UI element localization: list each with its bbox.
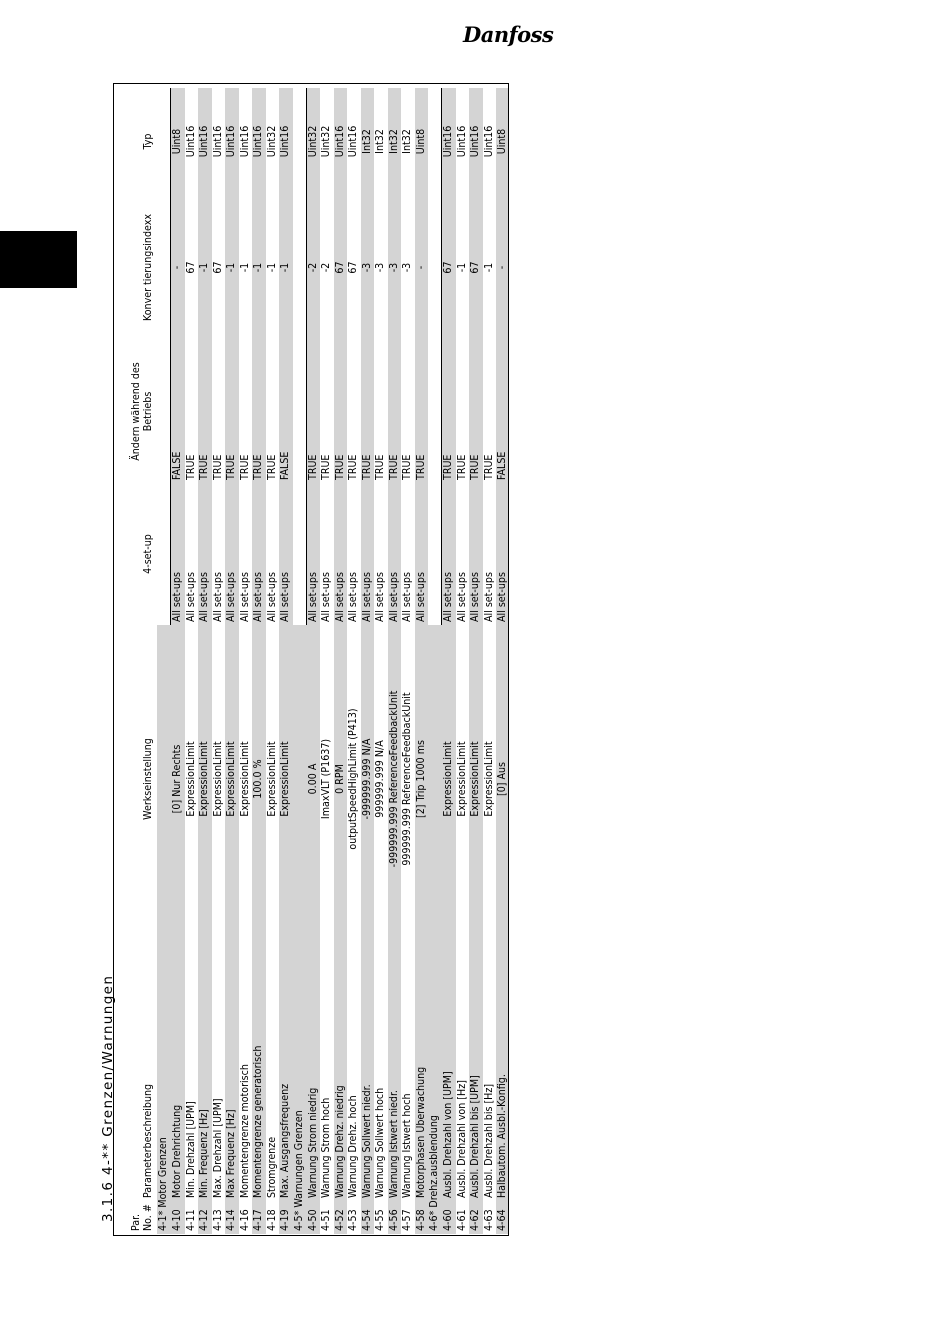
logo-wordmark: Danfoss xyxy=(463,22,554,47)
setups-cell: All set-ups xyxy=(455,572,468,622)
conversion-cell: -1 xyxy=(252,195,265,340)
default-cell: -999999.999 N/A xyxy=(361,625,374,933)
type-cell: Uint16 xyxy=(198,88,211,195)
group-label: 4-5* Warnungen Grenzen xyxy=(293,625,307,1234)
type-cell: Int32 xyxy=(361,88,374,195)
default-cell: [2] Trip 1000 ms xyxy=(415,625,428,933)
conversion-cell: 67 xyxy=(469,195,482,340)
type-cell: Uint16 xyxy=(279,88,292,195)
par-no-cell: 4-51 xyxy=(320,1209,333,1231)
conversion-cell: 67 xyxy=(211,261,224,274)
conversion-cell: -1 xyxy=(238,262,251,273)
type-cell: Uint32 xyxy=(265,125,278,158)
setups-cell: All set-ups xyxy=(347,572,360,622)
par-no-cell: 4-18 xyxy=(265,1209,278,1231)
default-cell: ExpressionLimit xyxy=(279,625,292,933)
table-row xyxy=(483,88,496,1234)
setups-cell: All set-ups xyxy=(320,572,333,622)
conversion-cell: -1 xyxy=(225,195,238,340)
table-row xyxy=(320,88,333,1234)
type-cell: Uint8 xyxy=(415,88,428,195)
description-cell: Max. Ausgangsfrequenz xyxy=(279,933,292,1201)
description-cell: Halbautom. Ausbl.-Konfig. xyxy=(496,933,509,1201)
setups-cell: All set-ups xyxy=(415,483,428,625)
conversion-cell: 67 xyxy=(184,261,197,274)
change-cell: TRUE xyxy=(320,454,333,480)
group-label: 4-6* Drehz.ausblendung xyxy=(428,625,442,1234)
table-row xyxy=(266,88,279,1234)
table-row xyxy=(442,88,456,1234)
type-cell: Int32 xyxy=(401,129,414,154)
change-cell: TRUE xyxy=(442,340,456,483)
par-no-cell: 4-57 xyxy=(401,1209,414,1231)
table-row xyxy=(225,88,238,1234)
default-cell: ExpressionLimit xyxy=(225,625,238,933)
default-cell: ExpressionLimit xyxy=(469,625,482,933)
par-no-cell: 4-10 xyxy=(171,1201,185,1234)
group-row xyxy=(157,88,171,1234)
setups-cell: All set-ups xyxy=(306,483,320,625)
par-no-cell: 4-11 xyxy=(184,1209,197,1231)
description-cell: Warnung Sollwert hoch xyxy=(374,1087,387,1198)
default-cell: ExpressionLimit xyxy=(442,625,456,933)
type-cell: Uint8 xyxy=(496,88,509,195)
group-blank xyxy=(428,88,442,625)
type-cell: Uint16 xyxy=(482,125,495,158)
table-row xyxy=(347,88,360,1234)
setups-cell: All set-ups xyxy=(238,572,251,622)
change-cell: TRUE xyxy=(238,454,251,480)
table-row xyxy=(185,88,198,1234)
setups-cell: All set-ups xyxy=(252,483,265,625)
table-header-row xyxy=(114,88,157,1234)
setups-cell: All set-ups xyxy=(171,483,185,625)
conversion-cell: -3 xyxy=(388,195,401,340)
group-blank xyxy=(157,88,171,625)
setups-cell: All set-ups xyxy=(225,483,238,625)
header-default: Werkseinstellung xyxy=(142,738,154,820)
default-cell: ExpressionLimit xyxy=(455,741,468,817)
description-cell: Momentengrenze generatorisch xyxy=(252,933,265,1201)
par-no-cell: 4-62 xyxy=(469,1201,482,1234)
conversion-cell: -3 xyxy=(361,195,374,340)
description-cell: Stromgrenze xyxy=(265,1136,278,1198)
header-setups: 4-set-up xyxy=(142,534,154,574)
setups-cell: All set-ups xyxy=(279,483,292,625)
conversion-cell: -3 xyxy=(401,262,414,273)
setups-cell: All set-ups xyxy=(469,483,482,625)
description-cell: Momentengrenze motorisch xyxy=(238,1064,251,1198)
description-cell: Warnung Strom hoch xyxy=(320,1097,333,1198)
change-cell: TRUE xyxy=(361,340,374,483)
table-row xyxy=(374,88,387,1234)
par-no-cell: 4-64 xyxy=(496,1201,509,1234)
conversion-cell: - xyxy=(171,195,185,340)
header-par-no: Par. No. # xyxy=(130,1204,154,1231)
rotated-table-wrapper xyxy=(114,84,508,1234)
setups-cell: All set-ups xyxy=(388,483,401,625)
description-cell: Warnung Istwert niedr. xyxy=(388,933,401,1201)
setups-cell: All set-ups xyxy=(496,483,509,625)
description-cell: Motorphasen Überwachung xyxy=(415,933,428,1201)
conversion-cell: 67 xyxy=(334,195,347,340)
setups-cell: All set-ups xyxy=(442,483,456,625)
parameter-table-frame xyxy=(113,83,509,1236)
par-no-cell: 4-17 xyxy=(252,1201,265,1234)
description-cell: Ausbl. Drehzahl von [Hz] xyxy=(455,1080,468,1198)
section-title: 3.1.6 4-** Grenzen/Warnungen xyxy=(100,974,116,1222)
conversion-cell: -1 xyxy=(455,262,468,273)
default-cell: ExpressionLimit xyxy=(198,625,211,933)
conversion-cell: 67 xyxy=(442,195,456,340)
type-cell: Uint16 xyxy=(455,125,468,158)
group-row xyxy=(293,88,307,1234)
par-no-cell: 4-58 xyxy=(415,1201,428,1234)
change-cell: TRUE xyxy=(388,340,401,483)
default-cell: 999999.999 N/A xyxy=(374,740,387,818)
setups-cell: All set-ups xyxy=(184,572,197,622)
type-cell: Int32 xyxy=(374,129,387,154)
par-no-cell: 4-56 xyxy=(388,1201,401,1234)
description-cell: Warnung Drehz. niedrig xyxy=(334,933,347,1201)
description-cell: Min. Frequenz [Hz] xyxy=(198,933,211,1201)
par-no-cell: 4-52 xyxy=(334,1201,347,1234)
default-cell: ExpressionLimit xyxy=(211,741,224,817)
change-cell: TRUE xyxy=(334,340,347,483)
setups-cell: All set-ups xyxy=(374,572,387,622)
table-row xyxy=(212,88,225,1234)
default-cell: [0] Aus xyxy=(496,625,509,933)
default-cell: -999999.999 ReferenceFeedbackUnit xyxy=(388,625,401,933)
type-cell: Int32 xyxy=(388,88,401,195)
par-no-cell: 4-53 xyxy=(347,1209,360,1231)
change-cell: FALSE xyxy=(279,340,292,483)
par-no-cell: 4-12 xyxy=(198,1201,211,1234)
conversion-cell: -1 xyxy=(279,195,292,340)
type-cell: Uint16 xyxy=(252,88,265,195)
type-cell: Uint16 xyxy=(184,125,197,158)
description-cell: Ausbl. Drehzahl bis [Hz] xyxy=(482,1083,495,1198)
table-row xyxy=(279,88,292,1234)
table-row xyxy=(415,88,428,1234)
description-cell: Ausbl. Drehzahl bis [UPM] xyxy=(469,933,482,1201)
change-cell: TRUE xyxy=(469,340,482,483)
par-no-cell: 4-63 xyxy=(482,1209,495,1231)
type-cell: Uint32 xyxy=(320,125,333,158)
default-cell: 100.0 % xyxy=(252,625,265,933)
par-no-cell: 4-16 xyxy=(238,1209,251,1231)
par-no-cell: 4-13 xyxy=(211,1209,224,1231)
change-cell: TRUE xyxy=(401,454,414,480)
par-no-cell: 4-19 xyxy=(279,1201,292,1234)
default-cell: ExpressionLimit xyxy=(482,741,495,817)
change-cell: TRUE xyxy=(184,454,197,480)
table-row xyxy=(388,88,401,1234)
default-cell: outputSpeedHighLimit (P413) xyxy=(347,708,360,850)
default-cell: 0 RPM xyxy=(334,625,347,933)
change-cell: TRUE xyxy=(225,340,238,483)
type-cell: Uint16 xyxy=(469,88,482,195)
conversion-cell: -2 xyxy=(320,262,333,273)
change-cell: TRUE xyxy=(415,340,428,483)
conversion-cell: - xyxy=(415,195,428,340)
par-no-cell: 4-50 xyxy=(306,1201,320,1234)
table-body xyxy=(157,88,509,1234)
table-row xyxy=(306,88,320,1234)
default-cell: ExpressionLimit xyxy=(265,741,278,817)
par-no-cell: 4-55 xyxy=(374,1209,387,1231)
group-label: 4-1* Motor Grenzen xyxy=(157,625,171,1234)
setups-cell: All set-ups xyxy=(265,572,278,622)
description-cell: Ausbl. Drehzahl von [UPM] xyxy=(442,933,456,1201)
group-blank xyxy=(293,88,307,625)
par-no-cell: 4-54 xyxy=(361,1201,374,1234)
default-cell: [0] Nur Rechts xyxy=(171,625,185,933)
par-no-cell: 4-14 xyxy=(225,1201,238,1234)
type-cell: Uint16 xyxy=(334,88,347,195)
table-row xyxy=(171,88,185,1234)
default-cell: ExpressionLimit xyxy=(184,741,197,817)
danfoss-logo xyxy=(463,20,553,52)
par-no-cell: 4-61 xyxy=(455,1209,468,1231)
type-cell: Uint16 xyxy=(238,125,251,158)
header-conversion-index: Konver tierungsindexx xyxy=(142,214,154,322)
setups-cell: All set-ups xyxy=(482,572,495,622)
change-cell: TRUE xyxy=(347,454,360,480)
description-cell: Warnung Drehz. hoch xyxy=(347,1095,360,1198)
header-description: Parameterbeschreibung xyxy=(142,1083,154,1198)
conversion-cell: -1 xyxy=(482,262,495,273)
table-row xyxy=(456,88,469,1234)
setups-cell: All set-ups xyxy=(211,572,224,622)
description-cell: Min. Drehzahl [UPM] xyxy=(184,1101,197,1198)
change-cell: TRUE xyxy=(306,340,320,483)
type-cell: Uint16 xyxy=(442,88,456,195)
conversion-cell: - xyxy=(496,195,509,340)
change-cell: FALSE xyxy=(171,340,185,483)
conversion-cell: -2 xyxy=(306,195,320,340)
header-change-during-operation: Ändern während des Betriebs xyxy=(130,362,154,461)
table-row xyxy=(239,88,252,1234)
type-cell: Uint16 xyxy=(225,88,238,195)
description-cell: Max Frequenz [Hz] xyxy=(225,933,238,1201)
parameter-table xyxy=(114,88,509,1234)
conversion-cell: 67 xyxy=(347,261,360,274)
header-type: Typ xyxy=(142,133,154,150)
default-cell: ExpressionLimit xyxy=(238,741,251,817)
default-cell: 0.00 A xyxy=(306,625,320,933)
description-cell: Warnung Strom niedrig xyxy=(306,933,320,1201)
default-cell: 999999.999 ReferenceFeedbackUnit xyxy=(401,692,414,866)
setups-cell: All set-ups xyxy=(334,483,347,625)
table-row xyxy=(252,88,265,1234)
type-cell: Uint16 xyxy=(347,125,360,158)
change-cell: TRUE xyxy=(211,454,224,480)
change-cell: TRUE xyxy=(252,340,265,483)
type-cell: Uint8 xyxy=(171,88,185,195)
chapter-tab-marker xyxy=(0,231,77,288)
default-cell: ImaxVLT (P1637) xyxy=(320,738,333,820)
group-row xyxy=(428,88,442,1234)
setups-cell: All set-ups xyxy=(198,483,211,625)
par-no-cell: 4-60 xyxy=(442,1201,456,1234)
description-cell: Warnung Istwert hoch xyxy=(401,1093,414,1198)
table-row xyxy=(469,88,482,1234)
type-cell: Uint16 xyxy=(211,125,224,158)
change-cell: TRUE xyxy=(374,454,387,480)
description-cell: Max. Drehzahl [UPM] xyxy=(211,1098,224,1198)
table-row xyxy=(198,88,211,1234)
description-cell: Motor Drehrichtung xyxy=(171,933,185,1201)
conversion-cell: -1 xyxy=(198,195,211,340)
change-cell: TRUE xyxy=(198,340,211,483)
table-row xyxy=(401,88,414,1234)
description-cell: Warnung Sollwert niedr. xyxy=(361,933,374,1201)
conversion-cell: -3 xyxy=(374,262,387,273)
table-row xyxy=(496,88,509,1234)
change-cell: FALSE xyxy=(496,340,509,483)
setups-cell: All set-ups xyxy=(361,483,374,625)
setups-cell: All set-ups xyxy=(401,572,414,622)
table-row xyxy=(361,88,374,1234)
change-cell: TRUE xyxy=(265,454,278,480)
conversion-cell: -1 xyxy=(265,262,278,273)
change-cell: TRUE xyxy=(455,454,468,480)
change-cell: TRUE xyxy=(482,454,495,480)
table-row xyxy=(334,88,347,1234)
type-cell: Uint32 xyxy=(306,88,320,195)
